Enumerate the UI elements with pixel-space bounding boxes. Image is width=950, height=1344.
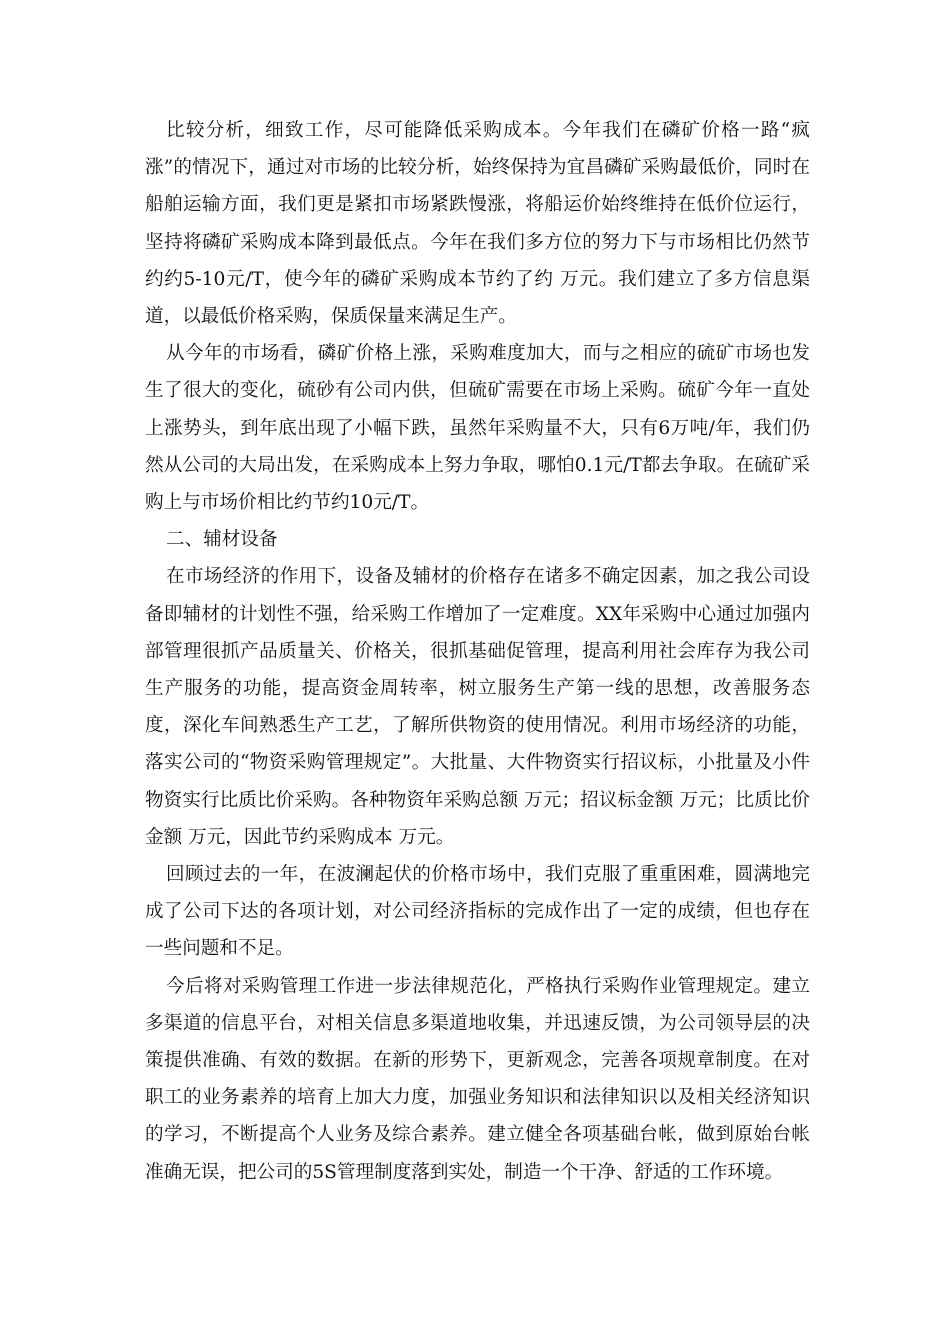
- section-heading-auxiliary-equipment: 二、辅材设备: [166, 529, 278, 551]
- document-body: [145, 112, 810, 1191]
- paragraph-equipment-procurement: 在市场经济的作用下，设备及辅材的价格存在诸多不确定因素，加之我公司设备即辅材的计划性不强，给采购工作增加了一定难度。XX年采购中心通过加强内部管理很抓产品质量关、价格关，很抓基础促管理，提高利用社会库存为我公司生产服务的功能，提高资金周转率，树立服务生产第一线的思想，改善服务态度，深化车间熟悉生产工艺，了解所供物资的使用情况。利用市场经济的功能，落实公司的“物资采购管理规定”。大批量、大件物资实行招议标，小批量及小件物资实行比质比价采购。各种物资年采购总额 万元；招议标金额 万元；比质比价金额 万元，因此节约采购成本 万元。: [145, 566, 810, 848]
- paragraph-future-plans: 今后将对采购管理工作进一步法律规范化，严格执行采购作业管理规定。建立多渠道的信息平台，对相关信息多渠道地收集，并迅速反馈，为公司领导层的决策提供准确、有效的数据。在新的形势下，更新观念，完善各项规章制度。在对职工的业务素养的培育上加大力度，加强业务知识和法律知识以及相关经济知识的学习，不断提高个人业务及综合素养。建立健全各项基础台帐，做到原始台帐准确无误，把公司的5S管理制度落到实处，制造一个干净、舒适的工作环境。: [145, 975, 810, 1183]
- paragraph-sulfur-ore-market: 从今年的市场看，磷矿价格上涨，采购难度加大，而与之相应的硫矿市场也发生了很大的变化，硫砂有公司内供，但硫矿需要在市场上采购。硫矿今年一直处上涨势头，到年底出现了小幅下跌，虽然年采购量不大，只有6万吨/年，我们仍然从公司的大局出发，在采购成本上努力争取，哪怕0.1元/T都去争取。在硫矿采购上与市场价相比约节约10元/T。: [145, 343, 810, 514]
- paragraph-year-review: 回顾过去的一年，在波澜起伏的价格市场中，我们克服了重重困难，圆满地完成了公司下达的各项计划，对公司经济指标的完成作出了一定的成绩，但也存在一些问题和不足。: [145, 864, 810, 960]
- paragraph-phosphate-procurement: 比较分析，细致工作，尽可能降低采购成本。今年我们在磷矿价格一路“疯涨”的情况下，通过对市场的比较分析，始终保持为宜昌磷矿采购最低价，同时在船舶运输方面，我们更是紧扣市场紧跌慢涨，将船运价始终维持在低价位运行，坚持将磷矿采购成本降到最低点。今年在我们多方位的努力下与市场相比仍然节约约5-10元/T，使今年的磷矿采购成本节约了约 万元。我们建立了多方信息渠道，以最低价格采购，保质保量来满足生产。: [145, 120, 810, 328]
